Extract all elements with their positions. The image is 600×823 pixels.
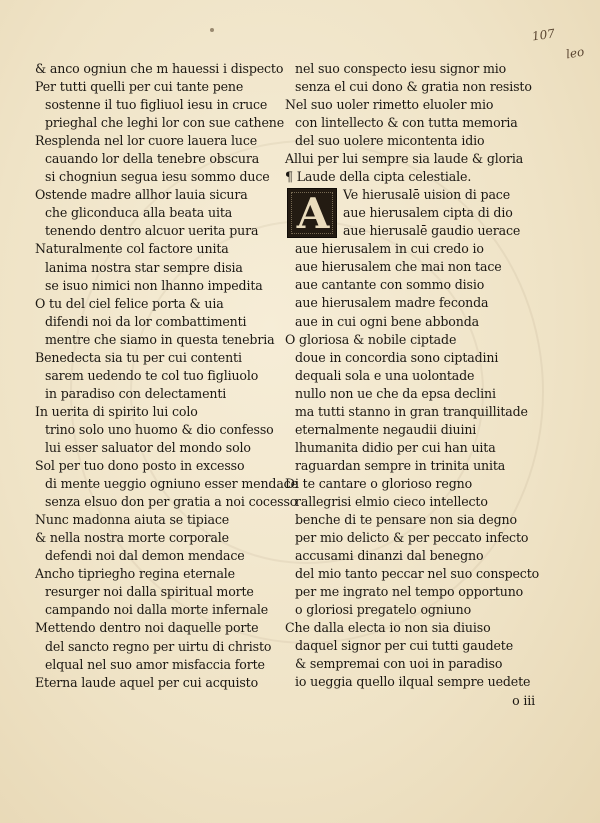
verse-line: Mettendo dentro noi daquelle porte: [35, 620, 259, 636]
verse-line: dequali sola e una uolontade: [295, 367, 475, 383]
verse-line: benche di te pensare non sia degno: [295, 512, 517, 528]
verse-line: raguardan sempre in trinita unita: [295, 457, 506, 473]
verse-line: aue in cui ogni bene abbonda: [295, 313, 479, 329]
verse-line: daquel signor per cui tutti gaudete: [295, 638, 514, 654]
verse-line: Nunc madonna aiuta se tipiace: [35, 512, 230, 528]
signature-mark: o iii: [512, 692, 535, 708]
verse-line: ma tutti stanno in gran tranquillitade: [295, 403, 528, 419]
verse-line: accusami dinanzi dal benegno: [295, 548, 484, 564]
verse-line: eternalmente negaudii diuini: [295, 421, 477, 437]
verse-line: elqual nel suo amor misfaccia forte: [45, 656, 265, 672]
verse-line: Ve hierusalē uision di pace: [343, 187, 511, 203]
verse-line: nel suo conspecto iesu signor mio: [295, 61, 507, 76]
drop-cap-verses: [343, 186, 520, 240]
verse-line: O tu del ciel felice porta & uia: [35, 295, 224, 311]
verse-line: cauando lor della tenebre obscura: [45, 151, 260, 167]
verse-line: campando noi dalla morte infernale: [45, 602, 269, 618]
verse-line: In uerita di spirito lui colo: [35, 403, 198, 419]
verse-line: con lintellecto & con tutta memoria: [295, 115, 518, 131]
verse-line: aue hierusalem madre feconda: [295, 295, 489, 311]
verse-line: mentre che siamo in questa tenebria: [45, 331, 275, 347]
verse-line: lhumanita didio per cui han uita: [295, 439, 496, 455]
initial-letter: A: [296, 189, 330, 239]
verse-line: senza el cui dono & gratia non resisto: [295, 79, 532, 95]
verse-line: Naturalmente col factore unita: [35, 241, 229, 257]
verse-line: se isuo nimici non lhanno impedita: [45, 277, 263, 293]
verse-line: io ueggia quello ilqual sempre uedete: [295, 674, 531, 690]
verse-line: di mente ueggio ogniuno esser mendace: [45, 476, 298, 492]
verse-line: Sol per tuo dono posto in excesso: [35, 458, 245, 474]
verse-line: aue hierusalem cipta di dio: [343, 205, 513, 221]
verse-line: Che dalla electa io non sia diuiso: [285, 620, 491, 636]
verse-line: aue cantante con sommo disio: [295, 277, 485, 293]
verse-line: Nel suo uoler rimetto eluoler mio: [285, 97, 494, 113]
verse-line: aue hierusalem in cui credo io: [295, 241, 484, 257]
verse-line: per me ingrato nel tempo opportuno: [295, 584, 524, 600]
verse-line: Ancho tipriegho regina eternale: [35, 566, 235, 582]
verse-line: & nella nostra morte corporale: [35, 530, 229, 546]
verse-line: Resplenda nel lor cuore lauera luce: [35, 133, 258, 149]
verse-line: che gliconduca alla beata uita: [45, 205, 233, 221]
verse-line: & sempremai con uoi in paradiso: [295, 656, 503, 672]
verse-line: & anco ogniun che m hauessi i dispecto: [35, 61, 284, 76]
verse-line: Allui per lui sempre sia laude & gloria: [285, 151, 524, 167]
verse-line: lui esser saluator del mondo solo: [45, 439, 251, 455]
verse-line: ¶ Laude della cipta celestiale.: [285, 169, 472, 185]
drop-cap-block: [285, 186, 555, 240]
verse-line: nullo non ue che da epsa declini: [295, 385, 496, 401]
left-text-column: [35, 60, 298, 692]
verse-line: o gloriosi pregatelo ogniuno: [295, 602, 471, 618]
verse-line: Di te cantare o glorioso regno: [285, 475, 473, 491]
verse-line: defendi noi dal demon mendace: [45, 548, 245, 564]
verse-line: si chogniun segua iesu sommo duce: [45, 169, 270, 185]
verse-line: aue hierusalē gaudio uerace: [343, 223, 521, 239]
verse-line: sostenne il tuo figliuol iesu in cruce: [45, 97, 268, 113]
verse-line: difendi noi da lor combattimenti: [45, 313, 247, 329]
verse-line: in paradiso con delectamenti: [45, 385, 227, 401]
decorated-initial: [287, 188, 337, 238]
verse-line: rallegrisi elmio cieco intellecto: [295, 493, 488, 509]
verse-line: tenendo dentro alcuor uerita pura: [45, 223, 259, 239]
right-column-top-verses: [285, 60, 555, 186]
verse-line: doue in concordia sono ciptadini: [295, 349, 499, 365]
verse-line: per mio delicto & per peccato infecto: [295, 530, 529, 546]
verse-line: del mio tanto peccar nel suo conspecto: [295, 566, 540, 582]
verse-line: senza elsuo don per gratia a noi cocesso: [45, 494, 298, 510]
verse-line: Ostende madre allhor lauia sicura: [35, 187, 248, 203]
ink-speck: [210, 28, 214, 32]
verse-line: resurger noi dalla spiritual morte: [45, 584, 254, 600]
verse-line: Eterna laude aquel per cui acquisto: [35, 674, 259, 690]
verse-line: trino solo uno huomo & dio confesso: [45, 421, 274, 437]
right-text-column: [285, 60, 555, 710]
verse-line: aue hierusalem che mai non tace: [295, 259, 502, 275]
verse-line: O gloriosa & nobile ciptade: [285, 331, 457, 347]
verse-line: sarem uedendo te col tuo figliuolo: [45, 367, 259, 383]
verse-line: lanima nostra star sempre disia: [45, 259, 243, 275]
right-column-bottom-verses: [285, 240, 555, 691]
verse-line: del sancto regno per uirtu di christo: [45, 638, 272, 654]
margin-note-folio: 107: [531, 26, 556, 44]
verse-line: del suo uolere micontenta idio: [295, 133, 485, 149]
margin-note-annotation: leo: [564, 44, 586, 62]
verse-line: Per tutti quelli per cui tante pene: [35, 79, 244, 95]
verse-line: Benedecta sia tu per cui contenti: [35, 349, 242, 365]
verse-line: prieghal che leghi lor con sue cathene: [45, 115, 285, 131]
